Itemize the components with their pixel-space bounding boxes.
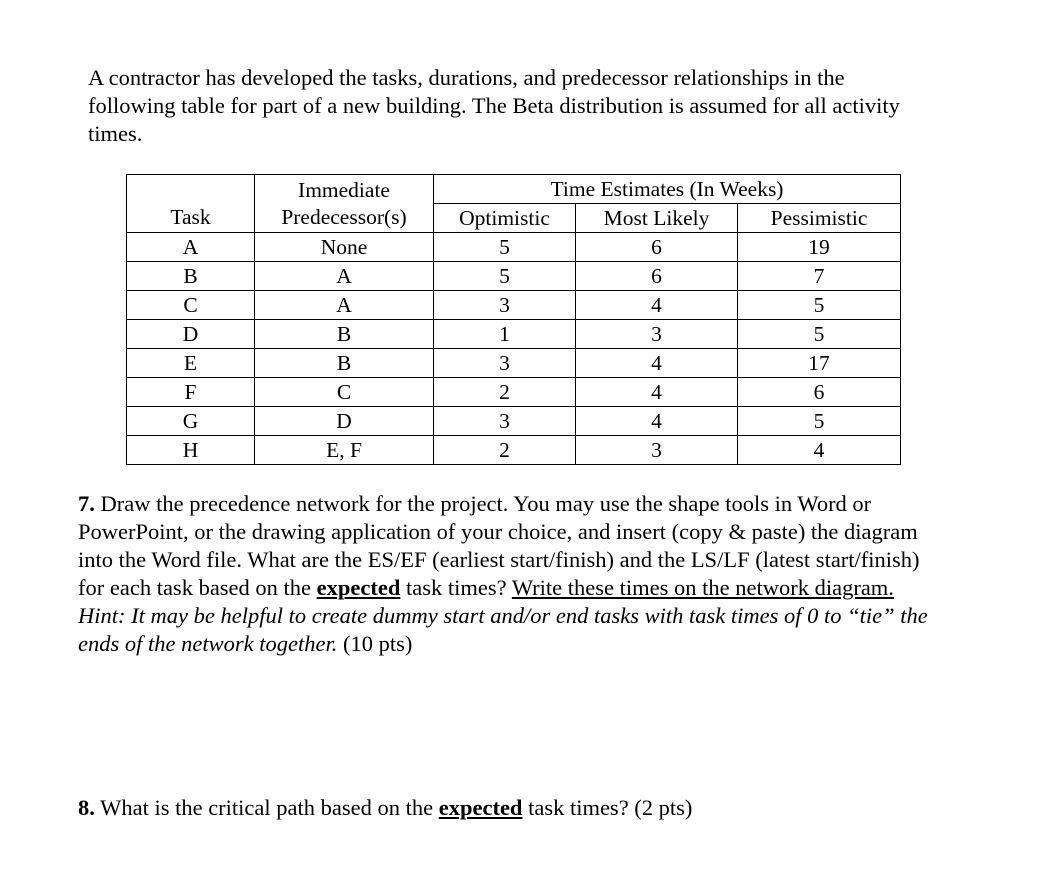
cell-most-likely: 4 xyxy=(576,407,738,436)
cell-optimistic: 2 xyxy=(434,378,576,407)
header-most-likely: Most Likely xyxy=(576,204,738,233)
task-table xyxy=(126,174,901,465)
cell-optimistic: 2 xyxy=(434,436,576,465)
header-task: Task xyxy=(170,205,211,229)
table-row xyxy=(127,233,901,262)
cell-task: G xyxy=(127,407,255,436)
cell-optimistic: 3 xyxy=(434,407,576,436)
cell-task: H xyxy=(127,436,255,465)
cell-optimistic: 5 xyxy=(434,262,576,291)
question-7-hint: Hint: It may be helpful to create dummy start and/or end tasks with task times of 0 to “tie” the ends of the network together. xyxy=(78,603,928,656)
header-predecessor-line1: Immediate xyxy=(298,177,390,202)
cell-pessimistic: 4 xyxy=(738,436,901,465)
question-8-expected: expected xyxy=(438,795,523,820)
cell-optimistic: 5 xyxy=(434,233,576,262)
question-8 xyxy=(78,794,928,822)
header-time-estimates: Time Estimates (In Weeks) xyxy=(434,175,901,204)
question-7-text-part1: Draw the precedence network for the project. You may use the shape tools in Word or PowerPoint, or the drawing application of your choice, and insert (copy & paste) the diagram into the Word file. What are the ES/EF (earliest start/finish) and the LS/LF (latest start/finish) for each task based on the xyxy=(78,491,920,600)
cell-predecessor: D xyxy=(255,407,434,436)
question-8-number: 8. xyxy=(78,795,95,820)
cell-most-likely: 6 xyxy=(576,262,738,291)
cell-most-likely: 3 xyxy=(576,320,738,349)
cell-most-likely: 4 xyxy=(576,291,738,320)
question-7-number: 7. xyxy=(78,491,95,516)
cell-pessimistic: 5 xyxy=(738,291,901,320)
header-task-cell xyxy=(127,175,255,233)
header-pessimistic: Pessimistic xyxy=(738,204,901,233)
table-row xyxy=(127,436,901,465)
cell-predecessor: B xyxy=(255,349,434,378)
cell-pessimistic: 6 xyxy=(738,378,901,407)
cell-predecessor: A xyxy=(255,291,434,320)
question-8-text-part1: What is the critical path based on the xyxy=(94,795,439,820)
cell-task: A xyxy=(127,233,255,262)
cell-task: B xyxy=(127,262,255,291)
question-7-text-part2: task times? xyxy=(400,575,512,600)
cell-task: D xyxy=(127,320,255,349)
intro-paragraph: A contractor has developed the tasks, durations, and predecessor relationships in the following table for part of a new building. The Beta distribution is assumed for all activity times. xyxy=(88,65,900,146)
cell-most-likely: 4 xyxy=(576,378,738,407)
table-row xyxy=(127,262,901,291)
cell-predecessor: None xyxy=(255,233,434,262)
table-row xyxy=(127,291,901,320)
cell-task: E xyxy=(127,349,255,378)
cell-most-likely: 3 xyxy=(576,436,738,465)
table-row xyxy=(127,349,901,378)
cell-predecessor: B xyxy=(255,320,434,349)
header-predecessor-line2: Predecessor(s) xyxy=(281,204,407,229)
question-7-write-times: Write these times on the network diagram. xyxy=(511,575,894,600)
question-8-text-part2: task times? (2 pts) xyxy=(522,795,693,820)
table-row xyxy=(127,378,901,407)
cell-pessimistic: 7 xyxy=(738,262,901,291)
cell-predecessor: C xyxy=(255,378,434,407)
header-optimistic: Optimistic xyxy=(434,204,576,233)
cell-predecessor: E, F xyxy=(255,436,434,465)
cell-optimistic: 3 xyxy=(434,291,576,320)
table-row xyxy=(127,320,901,349)
table-row xyxy=(127,407,901,436)
cell-pessimistic: 19 xyxy=(738,233,901,262)
question-7 xyxy=(78,490,928,658)
cell-most-likely: 6 xyxy=(576,233,738,262)
header-predecessor-cell xyxy=(255,175,434,233)
cell-task: F xyxy=(127,378,255,407)
question-7-points: (10 pts) xyxy=(337,631,413,656)
cell-pessimistic: 5 xyxy=(738,407,901,436)
cell-predecessor: A xyxy=(255,262,434,291)
cell-optimistic: 3 xyxy=(434,349,576,378)
question-7-expected: expected xyxy=(316,575,401,600)
cell-task: C xyxy=(127,291,255,320)
cell-pessimistic: 17 xyxy=(738,349,901,378)
cell-most-likely: 4 xyxy=(576,349,738,378)
cell-pessimistic: 5 xyxy=(738,320,901,349)
cell-optimistic: 1 xyxy=(434,320,576,349)
